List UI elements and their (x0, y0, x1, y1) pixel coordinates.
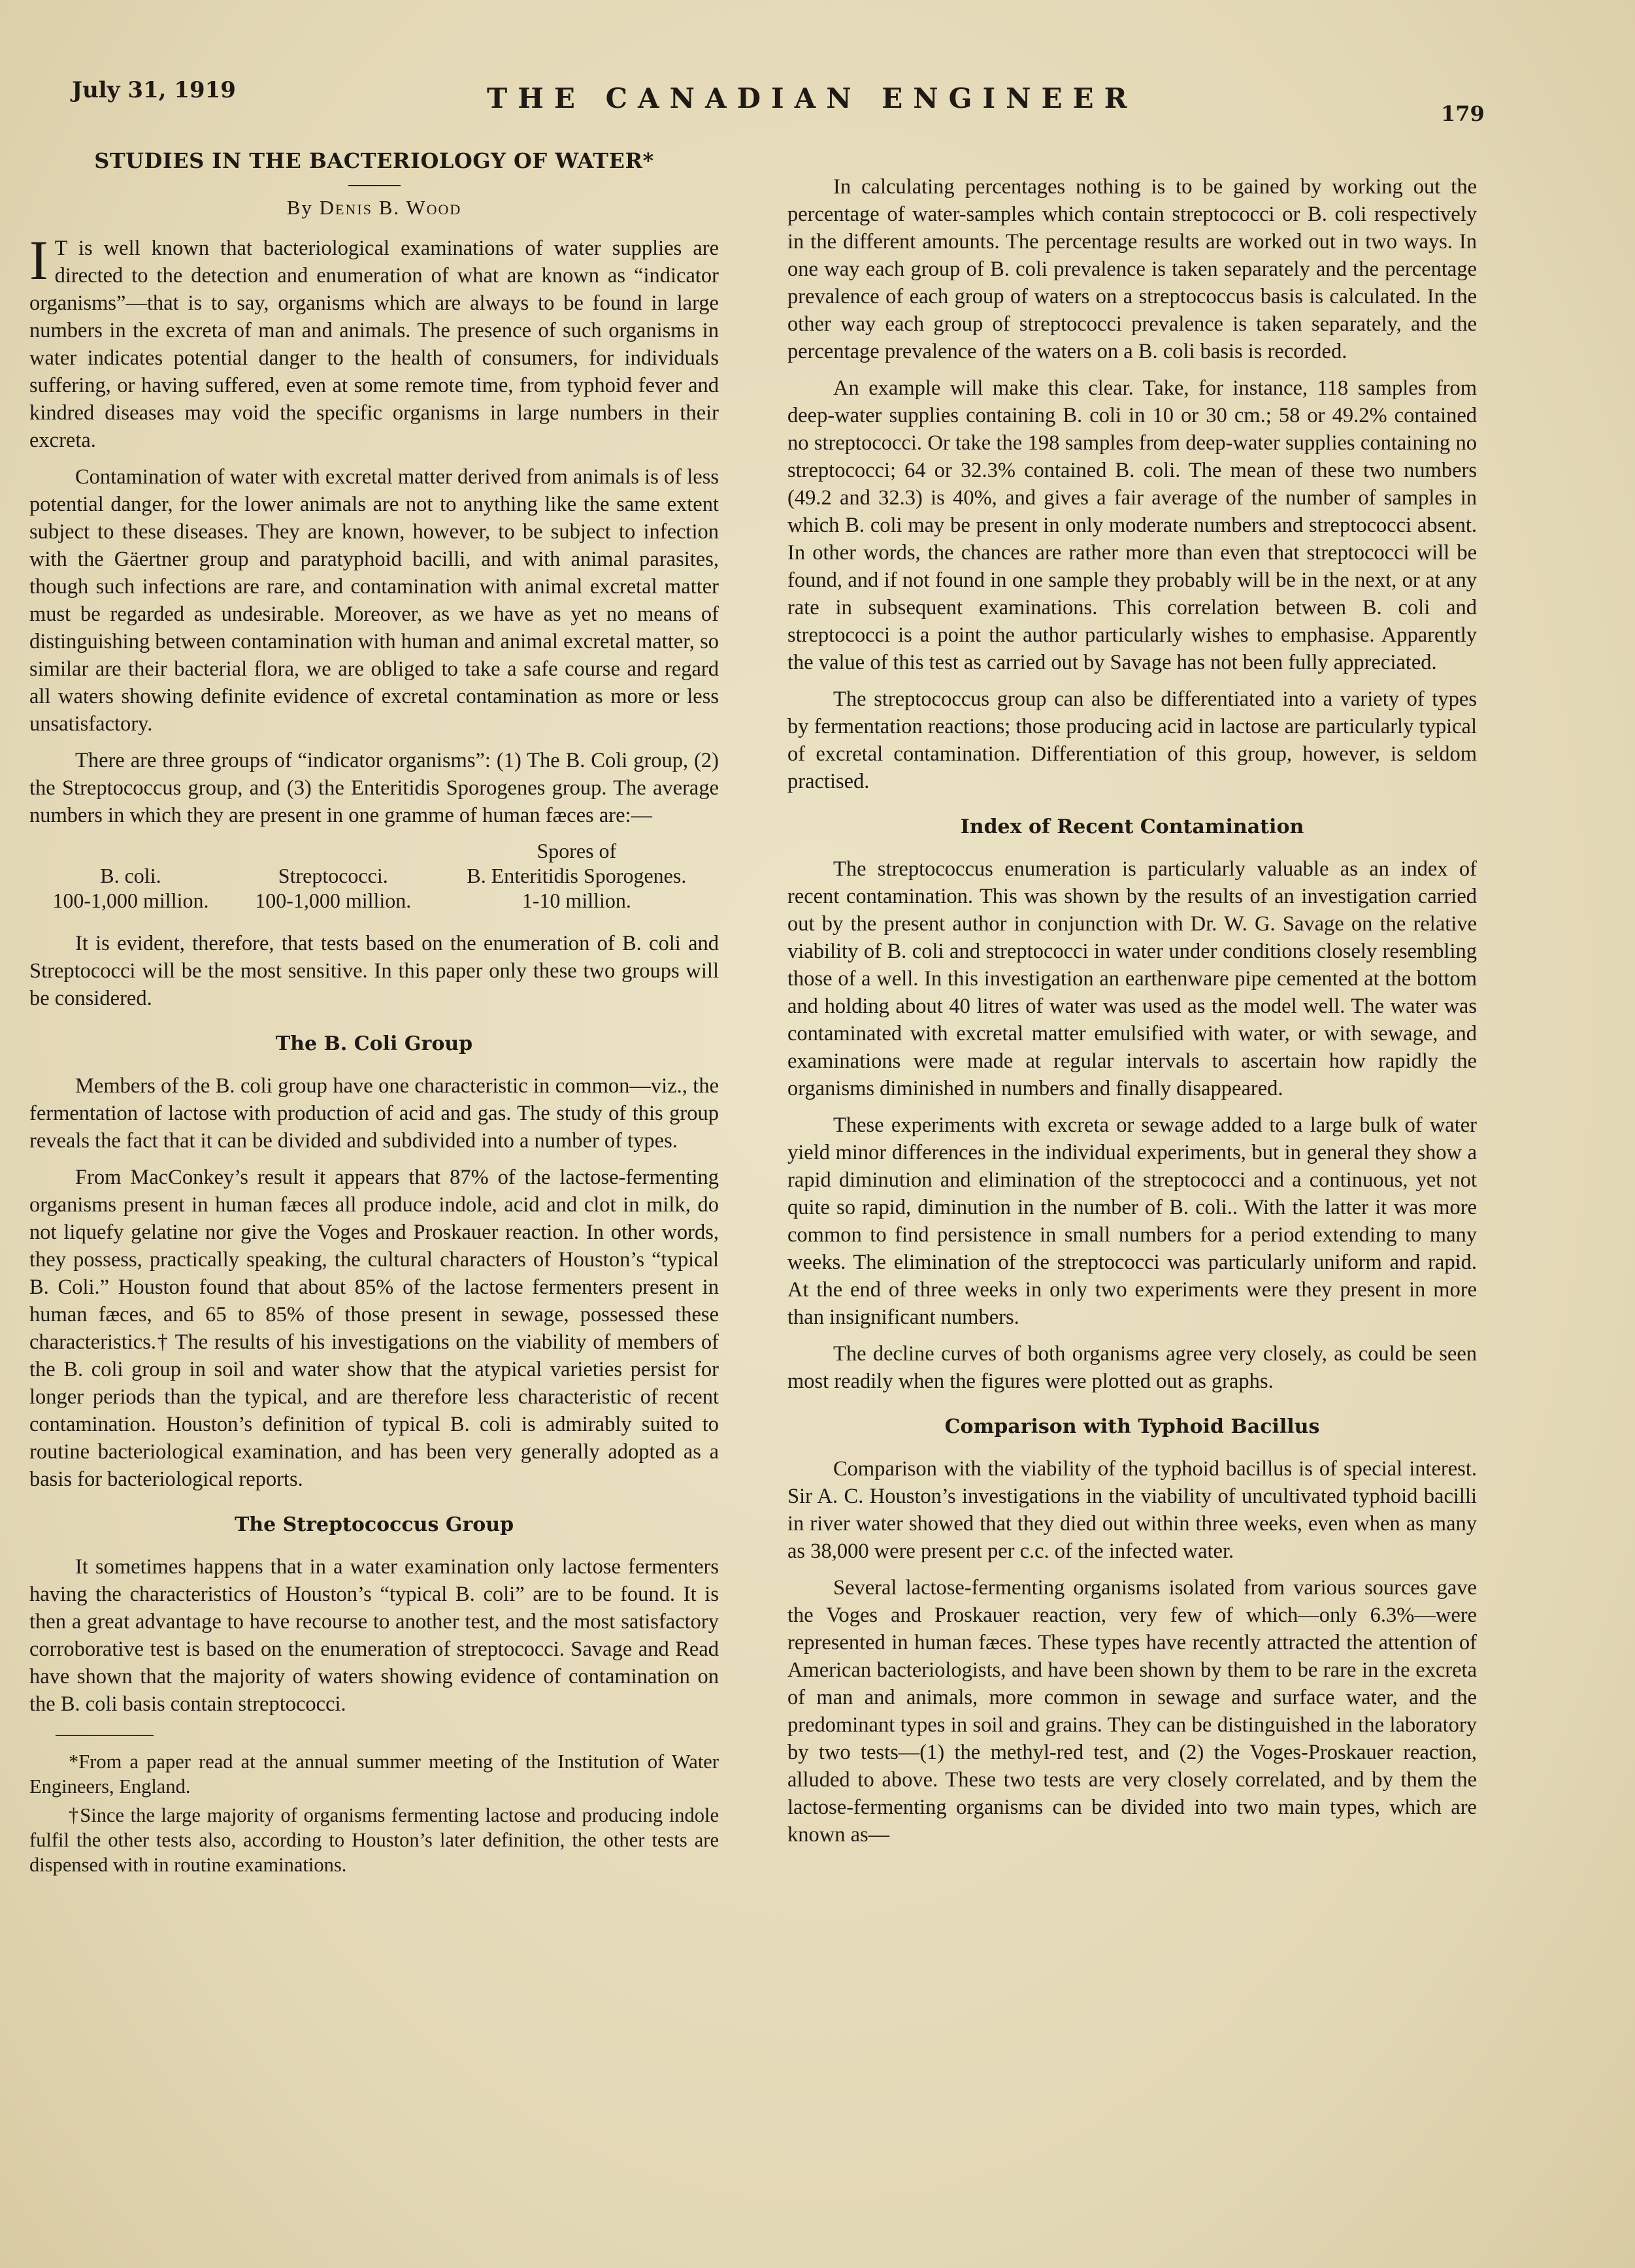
paragraph-contamination: Contamination of water with excretal matter derived from animals is of less potential danger, for the lower animals are not to anything like the same extent subject to these diseases. They are known, however, to be subject to infection with the Gäertner group and paratyphoid bacilli, and with animal parasites, though such infections are rare, and contamination with animal excretal matter must be regarded as undesirable. Moreover, as we have as yet no means of distinguishing between contamination with human and animal excretal matter, so similar are their bacterial flora, we are obliged to take a safe course and regard all waters showing definite evidence of excretal contamination as more or less unsatisfactory. (29, 465, 719, 736)
section-heading-bcoli: The B. Coli Group (275, 1032, 473, 1055)
page-number: 179 (1441, 101, 1485, 126)
organism-counts-table (29, 838, 719, 913)
section-heading-streptococcus: The Streptococcus Group (234, 1513, 514, 1536)
table-cell-bcoli: 100-1,000 million. (52, 889, 209, 912)
paragraph-fermentation-types: The streptococcus group can also be differentiated into a variety of types by fermentation reactions; those producing acid in lactose are particularly typical of excretal contamination. Differentiation of this group, however, is seldom practised. (787, 687, 1477, 793)
section-heading-recent-contamination: Index of Recent Contamination (960, 815, 1304, 838)
paragraph-indicator-groups: There are three groups of “indicator organisms”: (1) The B. Coli group, (2) the Streptococcus group, and (3) the Enteritidis Sporogenes group. The average numbers in which they are present in one gramme of human fæces are:— (29, 749, 719, 827)
table-cell-sporogenes: 1-10 million. (521, 889, 631, 912)
paragraph-decline-curves: The decline curves of both organisms agree very closely, as could be seen most readily when the figures were plotted out as graphs. (787, 1342, 1477, 1393)
paragraph-example: An example will make this clear. Take, for instance, 118 samples from deep-water supplies containing B. coli in 10 or 30 cm.; 58 or 49.2% contained no streptococci. Or take the 198 samples from deep-water supplies containing no streptococci; 64 or 32.3% contained B. coli. The mean of these two numbers (49.2 and 32.3) is 40%, and gives a fair average of the number of samples in which B. coli may be present in only moderate numbers and streptococci absent. In other words, the chances are rather more than even that streptococci will be found, and if not found in one sample they probably will be in the next, or at any rate in subsequent examinations. This correlation between B. coli and streptococci is a point the author particularly wishes to emphasise. Apparently the value of this test as carried out by Savage has not been fully appreciated. (787, 376, 1477, 674)
title-divider (348, 185, 401, 186)
footnote-source: *From a paper read at the annual summer meeting of the Institution of Water Engineers, England. (29, 1750, 719, 1798)
table-header-spores-of: Spores of (537, 839, 617, 863)
section-heading-typhoid: Comparison with Typhoid Bacillus (944, 1415, 1320, 1438)
footnote-divider (56, 1735, 154, 1736)
author-name: Denis B. Wood (319, 196, 462, 219)
drop-cap: I (29, 229, 48, 291)
journal-title: THE CANADIAN ENGINEER (487, 82, 1138, 114)
table-spacer (232, 838, 435, 863)
issue-date: July 31, 1919 (72, 77, 236, 103)
paragraph-streptococcus: It sometimes happens that in a water examination only lactose fermenters having the characteristics of Houston’s “typical B. coli” are to be found. It is then a great advantage to have recourse to another test, and the most satisfactory corroborative test is based on the enumeration of streptococci. Savage and Read have shown that the majority of waters showing evidence of contamination on the B. coli basis contain streptococci. (29, 1555, 719, 1716)
footnote-dagger: †Since the large majority of organisms fermenting lactose and producing indole fulfil the other tests also, according to Houston’s later definition, the other tests are dispensed with in routine examinations. (29, 1804, 719, 1876)
table-header-streptococci: Streptococci. (278, 864, 388, 887)
paragraph-index: The streptococcus enumeration is particularly valuable as an index of recent contamination. This was shown by the results of an investigation carried out by the present author in conjunction with Dr. W. G. Savage on the relative viability of B. coli and streptococci in water under conditions closely resembling those of a well. In this investigation an earthenware pipe cemented at the bottom and holding about 40 litres of water was used as the model well. The water was contaminated with excretal matter emulsified with water, or with sewage, and examinations were made at regular intervals to ascertain how rapidly the organisms diminished in numbers and finally disappeared. (787, 857, 1477, 1100)
paragraph-intro (29, 229, 719, 454)
paragraph-sensitivity: It is evident, therefore, that tests based on the enumeration of B. coli and Streptococci will be the most sensitive. In this paper only these two groups will be considered. (29, 932, 719, 1010)
table-header-bcoli: B. coli. (100, 864, 161, 887)
article-title: STUDIES IN THE BACTERIOLOGY OF WATER* (94, 148, 654, 173)
table-cell-streptococci: 100-1,000 million. (255, 889, 412, 912)
paragraph-bcoli-members: Members of the B. coli group have one characteristic in common—viz., the fermentation of lactose with production of acid and gas. The study of this group reveals the fact that it can be divided and subdivided into a number of types. (29, 1074, 719, 1153)
table-header-sporogenes: B. Enteritidis Sporogenes. (467, 864, 687, 887)
table-spacer (29, 838, 232, 863)
byline (29, 194, 719, 222)
paragraph-experiments: These experiments with excreta or sewage added to a large bulk of water yield minor differences in the individual experiments, but in general they show a rapid diminution and elimination of the streptococci and a continuous, yet not quite so rapid, diminution in the number of B. coli.. With the latter it was more common to find persistence in small numbers for a period extending to many weeks. The elimination of the streptococci was particularly uniform and rapid. At the end of three weeks in only two experiments were they present in more than insignificant numbers. (787, 1113, 1477, 1329)
right-column (787, 173, 1477, 1858)
paragraph-intro-text: T is well known that bacteriological examinations of water supplies are directed to the detection and enumeration of what are known as “indicator organisms”—that is to say, organisms which are always to be found in large numbers in the excreta of man and animals. The presence of such organisms in water indicates potential danger to the health of consumers, for individuals suffering, or having suffered, even at some remote time, from typhoid fever and kindred diseases may void the specific organisms in large numbers in their excreta. (29, 237, 719, 452)
paragraph-percentages: In calculating percentages nothing is to be gained by working out the percentage of water-samples which contain streptococci or B. coli respectively in the different amounts. The percentage results are worked out in two ways. In one way each group of B. coli prevalence is taken separately and the percentage prevalence of each group of waters on a streptococcus basis is calculated. In the other way each group of streptococci prevalence is taken separately, and the percentage prevalence of the waters on a B. coli basis is recorded. (787, 175, 1477, 363)
paragraph-voges-proskauer: Several lactose-fermenting organisms isolated from various sources gave the Voges and Proskauer reaction, very few of which—only 6.3%—were represented in human fæces. These types have recently attracted the attention of American bacteriologists, and have been shown by them to be rare in the excreta of man and animals, more common in sewage and surface water, and the predominant types in soil and grains. They can be distinguished in the laboratory by two tests—(1) the methyl-red test, and (2) the Voges-Proskauer reaction, alluded to above. These two tests are very closely correlated, and by them the lactose-fermenting organisms can be divided into two main types, which are known as— (787, 1576, 1477, 1847)
paragraph-macconkey: From MacConkey’s result it appears that 87% of the lactose-fermenting organisms present in human fæces all produce indole, acid and clot in milk, do not liquefy gelatine nor give the Voges and Proskauer reaction. In other words, they possess, practically speaking, the cultural characters of Houston’s “typical B. Coli.” Houston found that about 85% of the lactose fermenters present in human fæces, and 65 to 85% of those present in sewage, possessed these characteristics.† The results of his investigations on the viability of members of the B. coli group in soil and water show that the atypical varieties persist for longer periods than the typical, and are therefore less characteristic of recent contamination. Houston’s definition of typical B. coli is admirably suited to routine bacteriological examination, and has been very generally adopted as a basis for bacteriological reports. (29, 1166, 719, 1491)
left-column (29, 147, 719, 1881)
byline-prefix: By (286, 196, 320, 219)
paragraph-typhoid: Comparison with the viability of the typhoid bacillus is of special interest. Sir A. C. Houston’s investigations in the viability of uncultivated typhoid bacilli in river water showed that they died out within three weeks, even when as many as 38,000 were present per c.c. of the infected water. (787, 1457, 1477, 1563)
